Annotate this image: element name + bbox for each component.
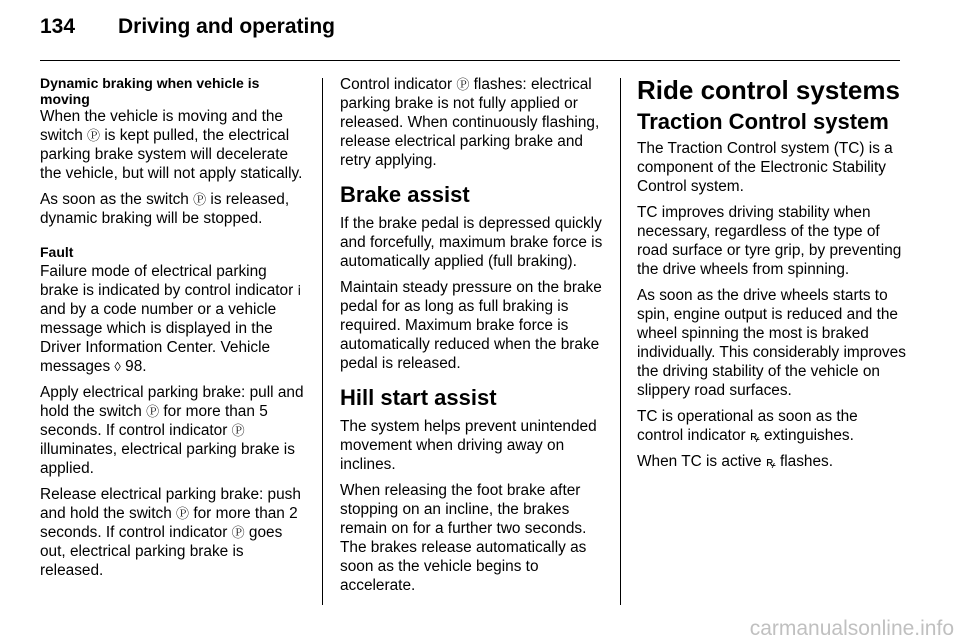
dynamic-braking-heading: Dynamic braking when vehicle is moving [40, 75, 260, 107]
parking-brake-icon: Ⓟ [231, 423, 245, 438]
parking-brake-icon: Ⓟ [193, 192, 207, 207]
column-middle [340, 75, 605, 602]
header-rule [40, 60, 900, 61]
control-indicator-paragraph: Control indicator Ⓟ flashes: electrical parking brake is not fully applied or released. When continuously flashing, release electrical parking brake and retry applying. [340, 76, 600, 169]
tc-paragraph: When TC is active ꝶ flashes. [637, 453, 834, 470]
brake-assist-paragraph: If the brake pedal is depressed quickly and forcefully, maximum brake force is automatically applied (full braking). [340, 215, 603, 270]
parking-brake-icon: Ⓟ [456, 77, 470, 92]
watermark[interactable]: carmanualsonline.info [749, 617, 954, 640]
section-title: Driving and operating [118, 15, 336, 38]
traction-control-heading: Traction Control system [637, 109, 889, 134]
page-header [40, 15, 900, 61]
tc-paragraph: TC improves driving stability when necessary, regardless of the type of road surface or tyre grip, by preventing the drive wheels from spinning. [637, 204, 902, 278]
page-number: 134 [40, 15, 76, 38]
dynamic-braking-paragraph: As soon as the switch Ⓟ is released, dynamic braking will be stopped. [40, 191, 290, 227]
release-paragraph: Release electrical parking brake: push and hold the switch Ⓟ for more than 2 seconds. If control indicator Ⓟ goes out, electrical parking brake is released. [40, 486, 301, 579]
dynamic-braking-paragraph: When the vehicle is moving and the switch Ⓟ is kept pulled, the electrical parking brake system will decelerate the vehicle, but will not apply statically. [40, 108, 303, 182]
parking-brake-icon: Ⓟ [176, 506, 190, 521]
parking-brake-icon: Ⓟ [87, 128, 101, 143]
traction-control-icon: ꝶ [749, 428, 760, 443]
column-divider [322, 78, 323, 605]
traction-control-icon: ꝶ [765, 454, 776, 469]
page-reference-icon[interactable]: ◊ [114, 359, 121, 374]
ride-control-heading: Ride control systems [637, 75, 900, 105]
apply-paragraph: Apply electrical parking brake: pull and hold the switch Ⓟ for more than 5 seconds. If control indicator Ⓟ illuminates, electrical parking brake is applied. [40, 384, 304, 477]
column-right [637, 75, 907, 478]
fault-paragraph: Failure mode of electrical parking brake is indicated by control indicator ⅰ and by a code number or a vehicle message which is displayed in the Driver Information Center. Vehicle messages ◊ 98. [40, 263, 302, 375]
hill-start-paragraph: When releasing the foot brake after stopping on an incline, the brakes remain on for a further two seconds. The brakes release automatically as soon as the vehicle begins to accelerate. [340, 482, 587, 594]
brake-assist-heading: Brake assist [340, 182, 470, 207]
fault-indicator-icon: ⅰ [297, 283, 302, 298]
column-left [40, 75, 308, 587]
tc-paragraph: TC is operational as soon as the control indicator ꝶ extinguishes. [637, 408, 858, 444]
hill-start-paragraph: The system helps prevent unintended movement when driving away on inclines. [340, 418, 597, 473]
brake-assist-paragraph: Maintain steady pressure on the brake pedal for as long as full braking is required. Maximum brake force is automatically reduced when the brake pedal is released. [340, 279, 602, 372]
fault-heading: Fault [40, 244, 74, 260]
parking-brake-icon: Ⓟ [231, 525, 245, 540]
column-divider [620, 78, 621, 605]
hill-start-assist-heading: Hill start assist [340, 385, 497, 410]
parking-brake-icon: Ⓟ [146, 404, 160, 419]
tc-paragraph: As soon as the drive wheels starts to spin, engine output is reduced and the wheel spinning the most is braked individually. This considerably improves the driving stability of the vehicle on slippery road surfaces. [637, 287, 906, 399]
tc-paragraph: The Traction Control system (TC) is a component of the Electronic Stability Control system. [637, 140, 893, 195]
